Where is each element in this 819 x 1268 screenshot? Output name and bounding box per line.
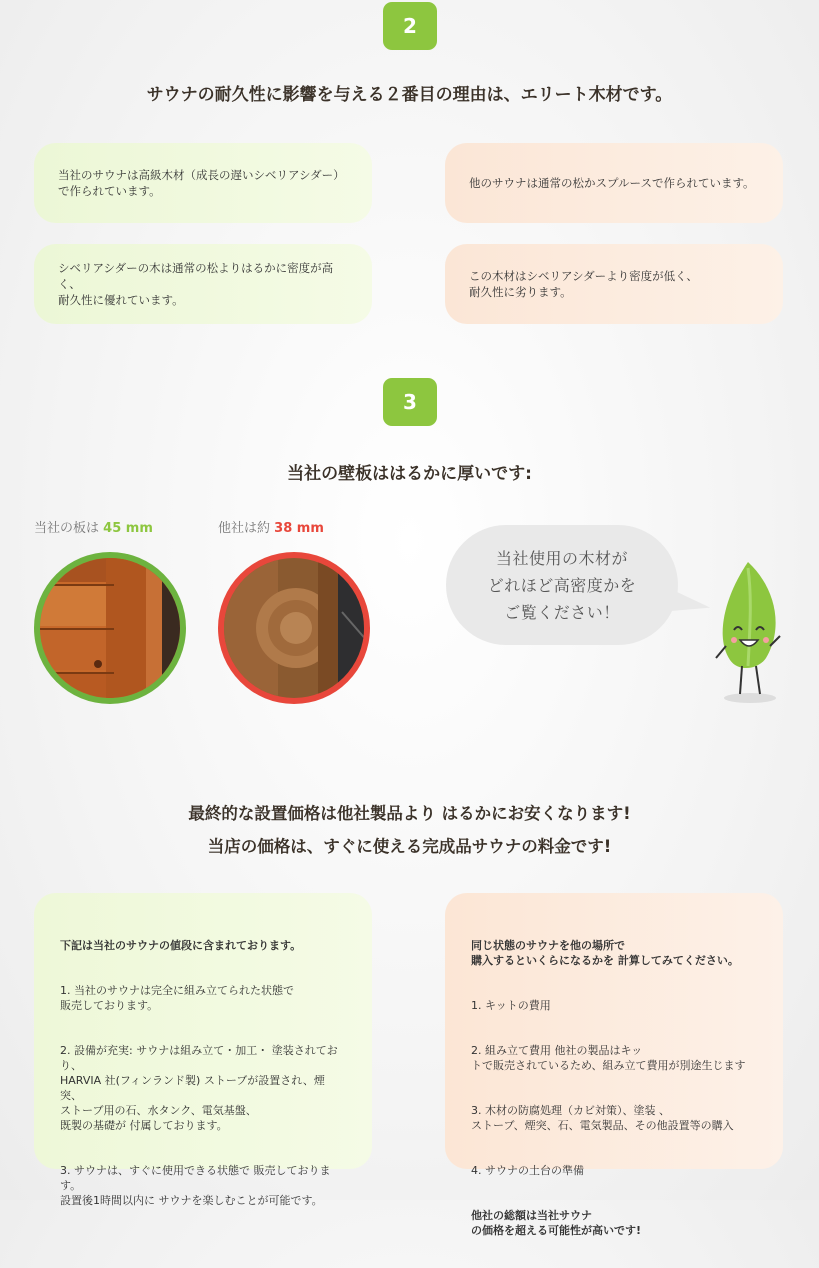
compare-card bbox=[445, 893, 783, 1237]
pricing-heading-2: 当店の価格は、すぐに使える完成品サウナの料金です! bbox=[207, 837, 612, 856]
section3-heading: 当社の壁板ははるかに厚いです: bbox=[287, 464, 532, 484]
compare-item-2: 2. 組み立て費用 他社の製品はキッ トで販売されているため、組み立て費用が別途生じます bbox=[471, 1044, 746, 1072]
compare-item-1: 1. キットの費用 bbox=[471, 999, 551, 1012]
others-density-card: この木材はシベリアシダーより密度が低く、 耐久性に劣ります。 bbox=[445, 244, 783, 324]
compare-item-4: 4. サウナの土台の準備 bbox=[471, 1164, 584, 1177]
compare-item-3: 3. 木材の防腐処理（カビ対策）、塗装 、 ストーブ、煙突、石、電気製品、その他設置等の購入 bbox=[471, 1104, 734, 1132]
ours-density-card: シベリアシダーの木は通常の松よりはるかに密度が高く、 耐久性に優れています。 bbox=[34, 244, 372, 324]
others-wood-card: 他のサウナは通常の松かスプルースで作られています。 bbox=[445, 143, 783, 223]
included-card bbox=[34, 893, 372, 1207]
ours-wood-card: 当社のサウナは高級木材（成長の遅いシベリアシダー） で作られています。 bbox=[34, 143, 372, 223]
theirs-thickness-value: 38 mm bbox=[274, 521, 324, 536]
bubble-line-2: どれほど高密度かを bbox=[487, 575, 637, 595]
pricing-heading-1: 最終的な設置価格は他社製品より はるかにお安くなります! bbox=[188, 804, 631, 823]
included-item-3: 3. サウナは、すぐに使用できる状態で 販売しております。 設置後1時間以内に サウナを楽しむことが可能です。 bbox=[60, 1164, 331, 1207]
step-badge-3: 3 bbox=[383, 378, 437, 426]
section2-heading: サウナの耐久性に影響を与える２番目の理由は、エリート木材です。 bbox=[146, 85, 673, 105]
compare-conclusion: 他社の総額は当社サウナ の価格を超える可能性が高いです! bbox=[471, 1209, 642, 1237]
speech-bubble bbox=[446, 525, 678, 645]
ours-thickness-label: 当社の板は 45 mm bbox=[34, 521, 153, 536]
included-title: 下記は当社のサウナの値段に含まれております。 bbox=[60, 939, 302, 952]
leaf-mascot-icon bbox=[706, 558, 786, 708]
bubble-line-3: ご覧ください！ bbox=[504, 602, 620, 622]
step-badge-2: 2 bbox=[383, 2, 437, 50]
bubble-line-1: 当社使用の木材が bbox=[495, 548, 628, 568]
compare-title: 同じ状態のサウナを他の場所で 購入するといくらになるかを 計算してみてください。 bbox=[471, 939, 739, 967]
theirs-wood-photo bbox=[218, 552, 370, 704]
included-item-1: 1. 当社のサウナは完全に組み立てられた状態で 販売しております。 bbox=[60, 984, 294, 1012]
theirs-thickness-label: 他社は約 38 mm bbox=[218, 521, 324, 536]
ours-wood-photo bbox=[34, 552, 186, 704]
ours-thickness-value: 45 mm bbox=[103, 521, 153, 536]
included-item-2: 2. 設備が充実: サウナは組み立て・加工・ 塗装されており、 HARVIA 社(フィンランド製) ストーブが設置され、煙突、 ストーブ用の石、水タンク、電気基盤、 既製の基礎が 付属しております。 bbox=[60, 1044, 338, 1132]
